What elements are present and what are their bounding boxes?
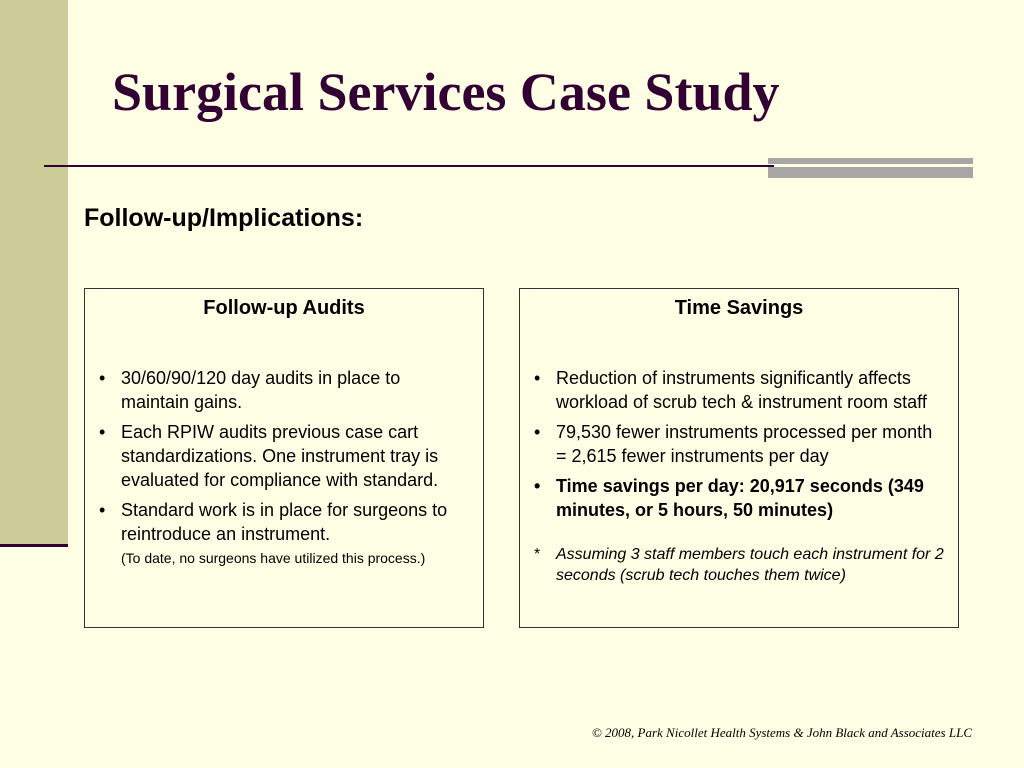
section-subtitle: Follow-up/Implications: bbox=[84, 204, 364, 232]
slide-title: Surgical Services Case Study bbox=[112, 62, 780, 122]
bullet-icon: • bbox=[99, 500, 106, 520]
bullet-list bbox=[532, 366, 946, 522]
left-bar-rule bbox=[0, 544, 68, 547]
list-item bbox=[532, 366, 946, 414]
follow-up-audits-box bbox=[84, 288, 484, 628]
bullet-list bbox=[97, 366, 471, 546]
list-item-text: 30/60/90/120 day audits in place to maintain gains. bbox=[121, 368, 401, 412]
list-item-text: Standard work is in place for surgeons to reintroduce an instrument. bbox=[121, 500, 448, 544]
bullet-icon: • bbox=[99, 422, 106, 442]
box-heading: Follow-up Audits bbox=[203, 297, 365, 319]
copyright-notice: © 2008, Park Nicollet Health Systems & John Black and Associates LLC bbox=[591, 725, 972, 740]
list-item bbox=[97, 498, 471, 546]
bullet-icon: • bbox=[534, 476, 541, 496]
assumption-footnote bbox=[532, 544, 946, 586]
list-item-text: Time savings per day: 20,917 seconds (349 minutes, or 5 hours, 50 minutes) bbox=[556, 476, 924, 520]
left-decorative-bar bbox=[0, 0, 68, 544]
accent-bar-top bbox=[768, 158, 973, 164]
title-accent-bars bbox=[768, 158, 973, 178]
list-item bbox=[97, 420, 471, 492]
list-item bbox=[532, 420, 946, 468]
list-item-text: Reduction of instruments significantly affects workload of scrub tech & instrument room staff bbox=[556, 368, 927, 412]
title-divider bbox=[44, 165, 774, 167]
list-item-text: Each RPIW audits previous case cart standardizations. One instrument tray is evaluated for compliance with standard. bbox=[121, 422, 439, 490]
bullet-icon: • bbox=[534, 368, 541, 388]
box-heading: Time Savings bbox=[674, 297, 804, 319]
footnote-text: Assuming 3 staff members touch each instrument for 2 seconds (scrub tech touches them twice) bbox=[556, 546, 944, 584]
list-item-text: 79,530 fewer instruments processed per month = 2,615 fewer instruments per day bbox=[556, 422, 933, 466]
list-item bbox=[97, 366, 471, 414]
bullet-icon: • bbox=[99, 368, 106, 388]
bullet-icon: • bbox=[534, 422, 541, 442]
list-item-highlight bbox=[532, 474, 946, 522]
time-savings-box bbox=[519, 288, 959, 628]
footnote-mark: * bbox=[534, 546, 541, 563]
accent-bar-bottom bbox=[768, 167, 973, 178]
process-note: (To date, no surgeons have utilized this process.) bbox=[121, 550, 426, 566]
